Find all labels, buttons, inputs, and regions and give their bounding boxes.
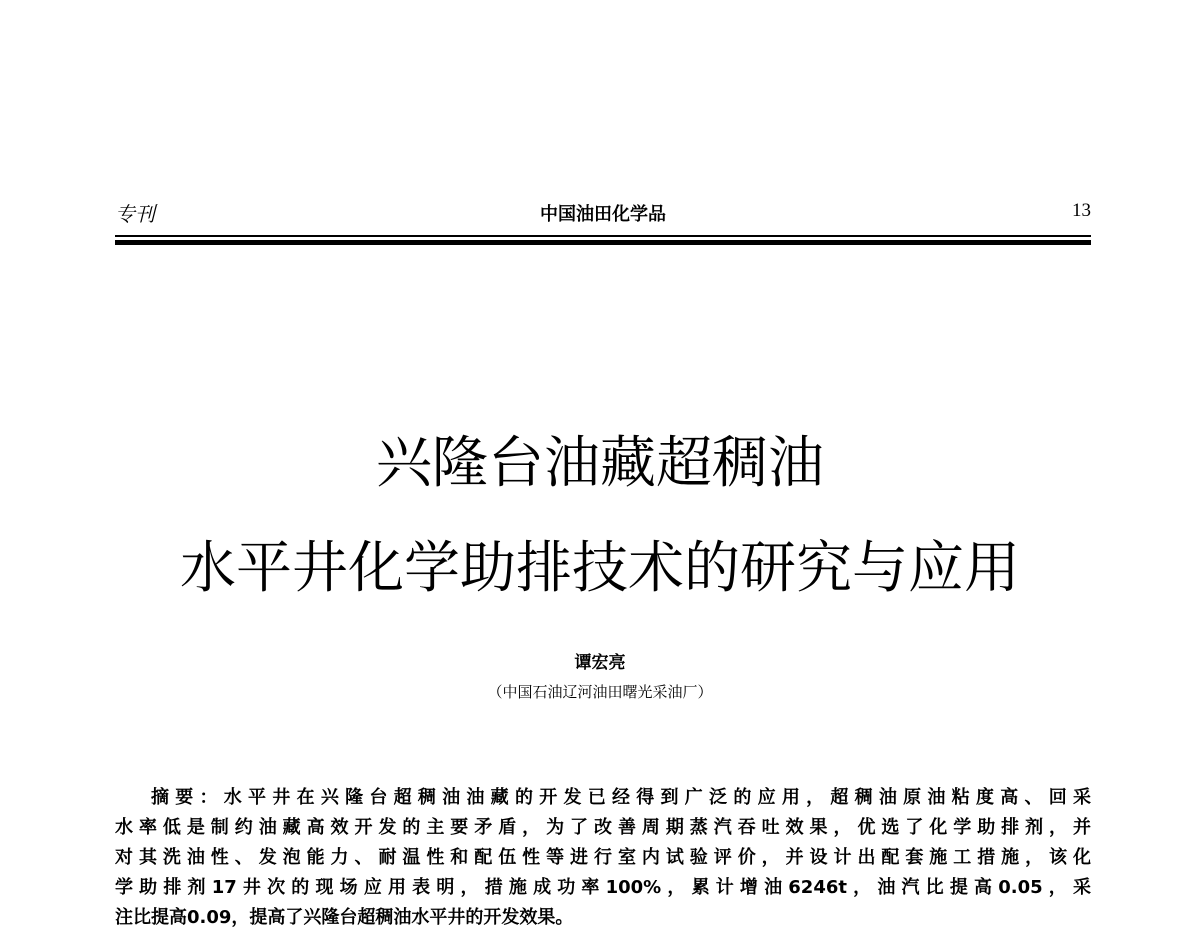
abstract-line: 摘要：水平井在兴隆台超稠油油藏的开发已经得到广泛的应用，超稠油原油粘度高、回采	[151, 787, 1091, 808]
abstract-line: 水率低是制约油藏高效开发的主要矛盾，为了改善周期蒸汽吞吐效果，优选了化学助排剂，并	[115, 817, 1091, 838]
abstract-line: 注比提高0.09，提高了兴隆台超稠油水平井的开发效果。	[115, 907, 574, 928]
journal-title: 中国油田化学品	[540, 204, 666, 225]
affiliation: （中国石油辽河油田曙光采油厂）	[487, 683, 713, 701]
journal-section: 专刊	[115, 202, 155, 226]
abstract-line: 对其洗油性、发泡能力、耐温性和配伍性等进行室内试验评价，并设计出配套施工措施，该化	[115, 847, 1091, 868]
page-number: 13	[1072, 200, 1091, 221]
article-title-line-2: 水平井化学助排技术的研究与应用	[180, 536, 1020, 601]
header-rule-thin	[115, 235, 1091, 237]
abstract	[115, 783, 1091, 933]
running-header	[115, 196, 1091, 230]
abstract-line: 学助排剂17井次的现场应用表明，措施成功率100%，累计增油6246t，油汽比提高0.05，采	[115, 877, 1091, 898]
article-title-line-1: 兴隆台油藏超稠油	[376, 431, 824, 496]
header-rule-thick	[115, 240, 1091, 245]
author: 谭宏亮	[574, 653, 626, 673]
